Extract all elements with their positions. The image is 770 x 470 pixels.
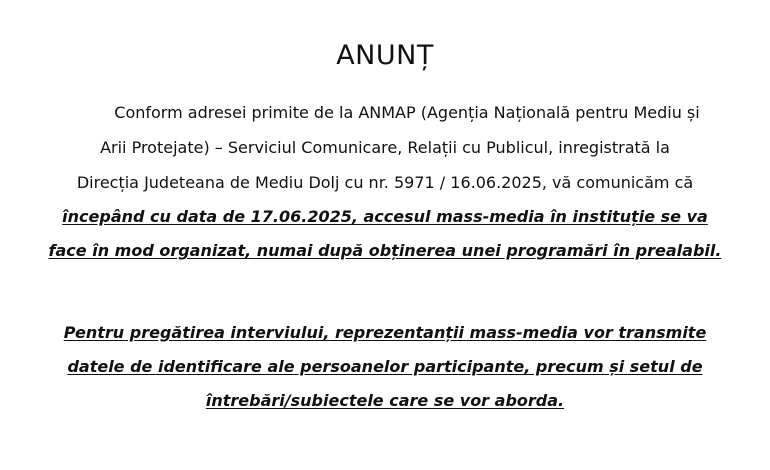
paragraph-line: Arii Protejate) – Serviciul Comunicare, Relații cu Publicul, inregistrată la xyxy=(100,138,670,157)
paragraph-line: Direcția Judeteana de Mediu Dolj cu nr. 5971 / 16.06.2025, vă comunicăm că xyxy=(76,173,694,192)
emphasized-line: Pentru pregătirea interviului, reprezentanții mass-media vor transmite xyxy=(63,323,707,342)
document-title: ANUNȚ xyxy=(336,40,434,71)
emphasized-line: începând cu data de 17.06.2025, accesul mass-media în instituție se va xyxy=(62,207,708,226)
paragraph-line xyxy=(0,102,770,124)
emphasized-line: întrebări/subiectele care se vor aborda. xyxy=(205,391,565,410)
emphasized-line: face în mod organizat, numai după obținerea unei programări în prealabil. xyxy=(48,241,722,260)
emphasized-line: datele de identificare ale persoanelor participante, precum și setul de xyxy=(67,357,703,376)
paragraph-line-text: Conform adresei primite de la ANMAP (Agenția Națională pentru Mediu și xyxy=(114,103,700,122)
